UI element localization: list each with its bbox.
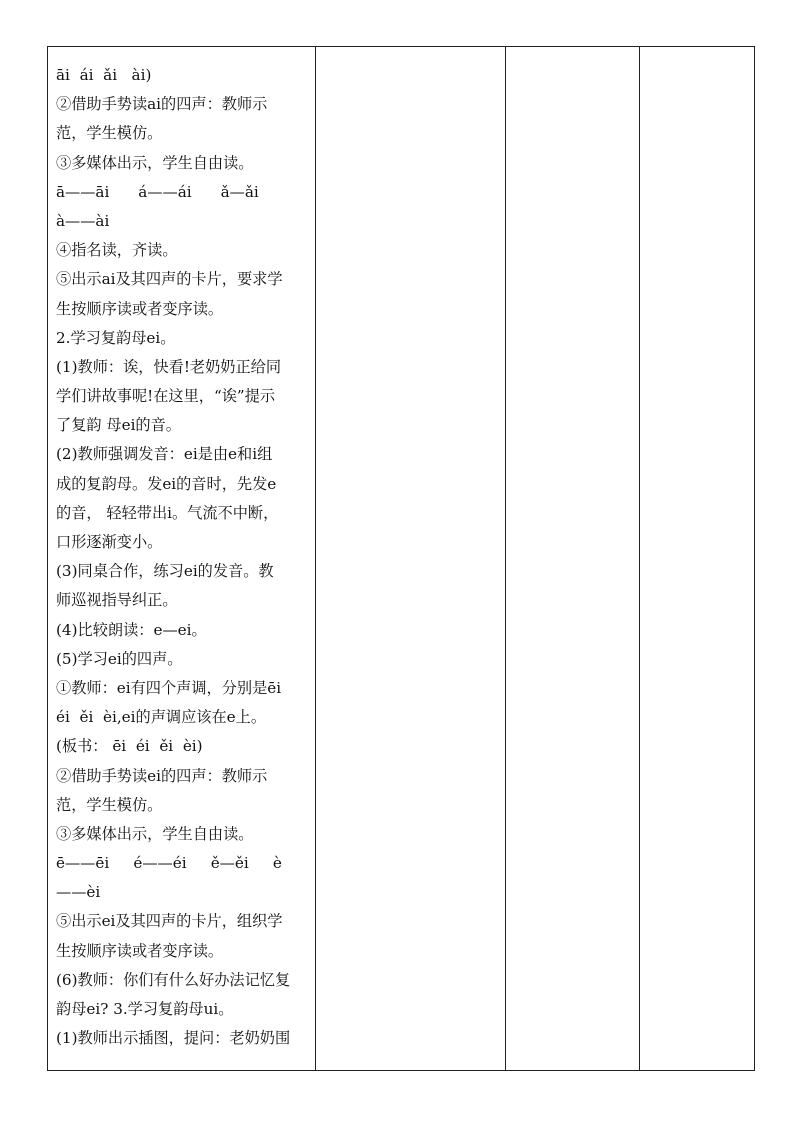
text-line: (5)学习ei的四声。 xyxy=(56,649,183,668)
text-line: ⑤出示ei及其四声的卡片，组织学 xyxy=(56,912,283,931)
lesson-content-column xyxy=(48,47,316,1070)
text-line: (1)教师：诶，快看!老奶奶正给同 xyxy=(56,357,282,376)
text-line: (板书： ēi éi ěi èi) xyxy=(56,737,203,756)
text-line: 了复韵 母ei的音。 xyxy=(56,416,181,435)
text-line: 学们讲故事呢!在这里，“诶”提示 xyxy=(56,387,276,406)
text-line: āi ái ǎi ài) xyxy=(56,66,152,84)
text-line: 生按顺序读或者变序读。 xyxy=(56,299,224,318)
text-line: (4)比较朗读：e—ei。 xyxy=(56,620,207,639)
text-line: ②借助手势读ai的四声：教师示 xyxy=(56,95,268,114)
text-line: (2)教师强调发音：ei是由e和i组 xyxy=(56,445,273,464)
empty-column-2 xyxy=(316,47,506,1070)
text-line: 的音， 轻轻带出i。气流不中断， xyxy=(56,503,279,522)
text-line: ②借助手势读ei的四声：教师示 xyxy=(56,766,268,785)
text-line: ē——ēi é——éi ě—ěi è xyxy=(56,854,282,873)
text-line: ③多媒体出示，学生自由读。 xyxy=(56,824,254,843)
text-line: ā——āi á——ái ǎ—ǎi xyxy=(56,182,259,201)
empty-column-4 xyxy=(640,47,754,1070)
text-line: ④指名读，齐读。 xyxy=(56,241,178,260)
text-line: 成的复韵母。发ei的音时，先发e xyxy=(56,474,277,493)
text-line: à——ài xyxy=(56,211,110,230)
lesson-table xyxy=(47,46,755,1071)
text-line: (6)教师：你们有什么好办法记忆复 xyxy=(56,970,291,989)
text-line: (1)教师出示插图，提问：老奶奶围 xyxy=(56,1029,291,1048)
text-line: 口形逐渐变小。 xyxy=(56,533,163,551)
text-line: éi ěi èi,ei的声调应该在e上。 xyxy=(56,708,267,727)
empty-column-3 xyxy=(506,47,640,1070)
text-line: ①教师：ei有四个声调，分别是ēi xyxy=(56,678,282,697)
text-line: 范，学生模仿。 xyxy=(56,124,163,143)
text-line: 师巡视指导纠正。 xyxy=(56,591,178,610)
text-line: 韵母ei? 3.学习复韵母ui。 xyxy=(56,1000,234,1018)
lesson-text xyxy=(48,47,315,1053)
text-line: (3)同桌合作，练习ei的发音。教 xyxy=(56,562,274,581)
text-line: ⑤出示ai及其四声的卡片，要求学 xyxy=(56,270,283,289)
text-line: ③多媒体出示，学生自由读。 xyxy=(56,153,254,172)
text-line: 生按顺序读或者变序读。 xyxy=(56,941,224,960)
text-line: 范，学生模仿。 xyxy=(56,795,163,814)
text-line: ——èi xyxy=(56,883,101,902)
text-line: 2.学习复韵母ei。 xyxy=(56,328,176,347)
